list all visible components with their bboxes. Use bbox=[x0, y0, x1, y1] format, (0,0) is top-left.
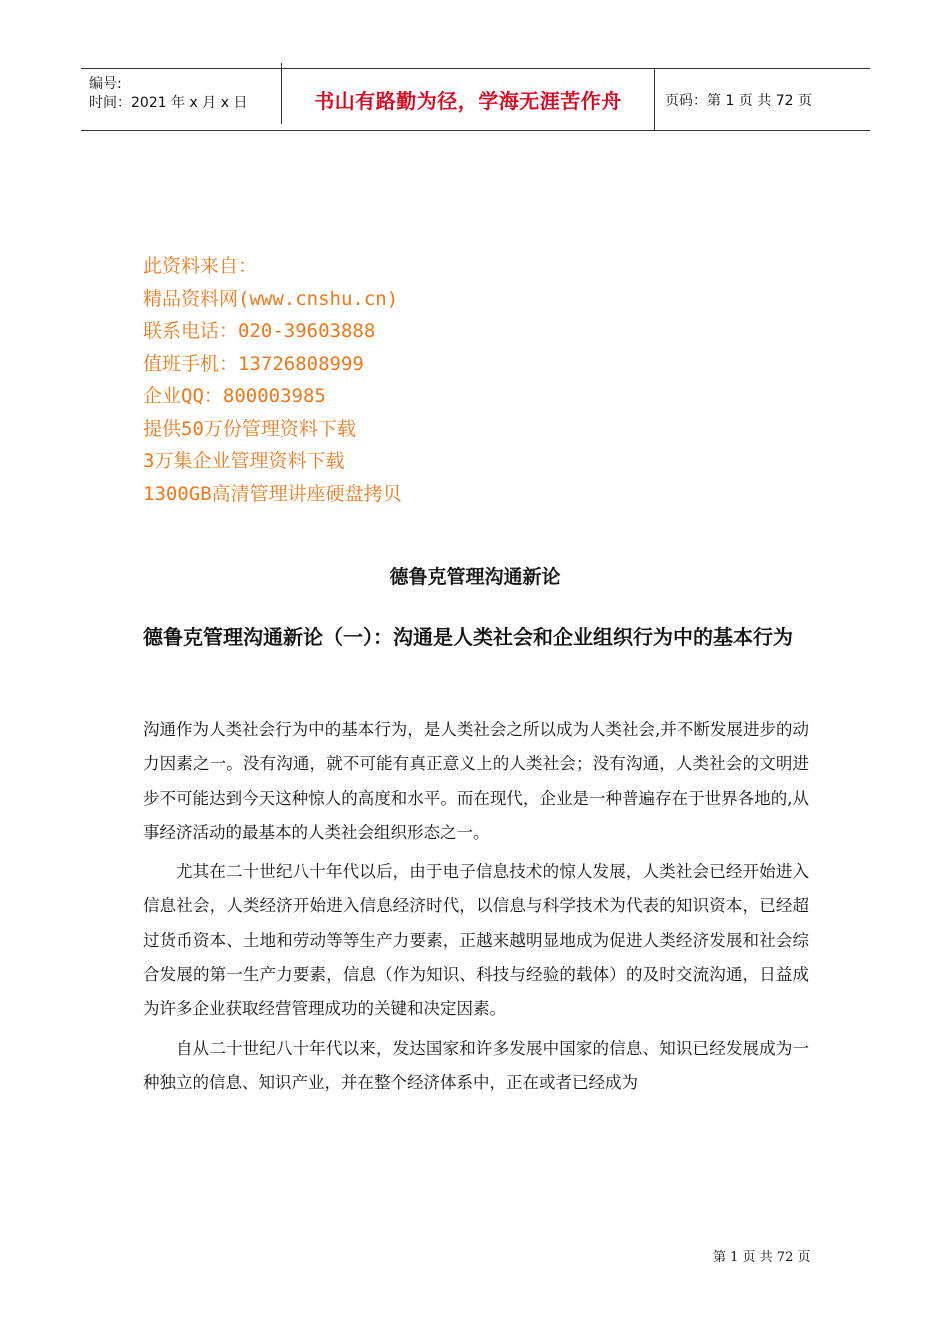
paragraph: 自从二十世纪八十年代以来，发达国家和许多发展中国家的信息、知识已经发展成为一种独立的信息、知识产业，并在整个经济体系中，正在或者已经成为 bbox=[143, 1038, 809, 1092]
serial-label: 编号: bbox=[89, 75, 122, 92]
promo-block bbox=[143, 250, 402, 510]
body-text bbox=[143, 713, 809, 1105]
promo-line: 1300GB高清管理讲座硬盘拷贝 bbox=[143, 482, 402, 505]
page-footer: 第 1 页 共 72 页 bbox=[713, 1250, 811, 1265]
promo-line: 3万集企业管理资料下载 bbox=[143, 450, 345, 472]
time-label: 时间：2021 年 x 月 x 日 bbox=[89, 94, 248, 111]
promo-line: 提供50万份管理资料下载 bbox=[143, 417, 356, 440]
header-motto: 书山有路勤为径，学海无涯苦作舟 bbox=[282, 69, 655, 130]
page-header bbox=[81, 68, 870, 131]
header-page-label: 页码：第 1 页 共 72 页 bbox=[665, 92, 812, 109]
section-title: 德鲁克管理沟通新论（一）：沟通是人类社会和企业组织行为中的基本行为 bbox=[143, 625, 793, 649]
promo-line: 值班手机：13726808999 bbox=[143, 352, 364, 375]
promo-line: 联系电话：020-39603888 bbox=[143, 320, 376, 342]
document-title: 德鲁克管理沟通新论 bbox=[389, 566, 561, 588]
paragraph: 尤其在二十世纪八十年代以后，由于电子信息技术的惊人发展，人类社会已经开始进入信息社会，人类经济开始进入信息经济时代，以信息与科学技术为代表的知识资本，已经超过货币资本、土地和劳动等等生产力要素，正越来越明显地成为促进人类经济发展和社会综合发展的第一生产力要素，信息（作为知识、科技与经验的载体）的及时交流沟通，日益成为许多企业获取经营管理成功的关键和决定因素。 bbox=[143, 862, 809, 1019]
promo-line: 精品资料网(www.cnshu.cn) bbox=[143, 287, 399, 310]
paragraph: 沟通作为人类社会行为中的基本行为，是人类社会之所以成为人类社会,并不断发展进步的动力因素之一。没有沟通，就不可能有真正意义上的人类社会；没有沟通，人类社会的文明进步不可能达到今天这种惊人的高度和水平。而在现代，企业是一种普遍存在于世界各地的,从事经济活动的最基本的人类社会组织形态之一。 bbox=[143, 720, 809, 842]
promo-line: 此资料来自： bbox=[143, 255, 258, 277]
header-meta bbox=[81, 63, 282, 124]
promo-line: 企业QQ：800003985 bbox=[143, 385, 326, 407]
